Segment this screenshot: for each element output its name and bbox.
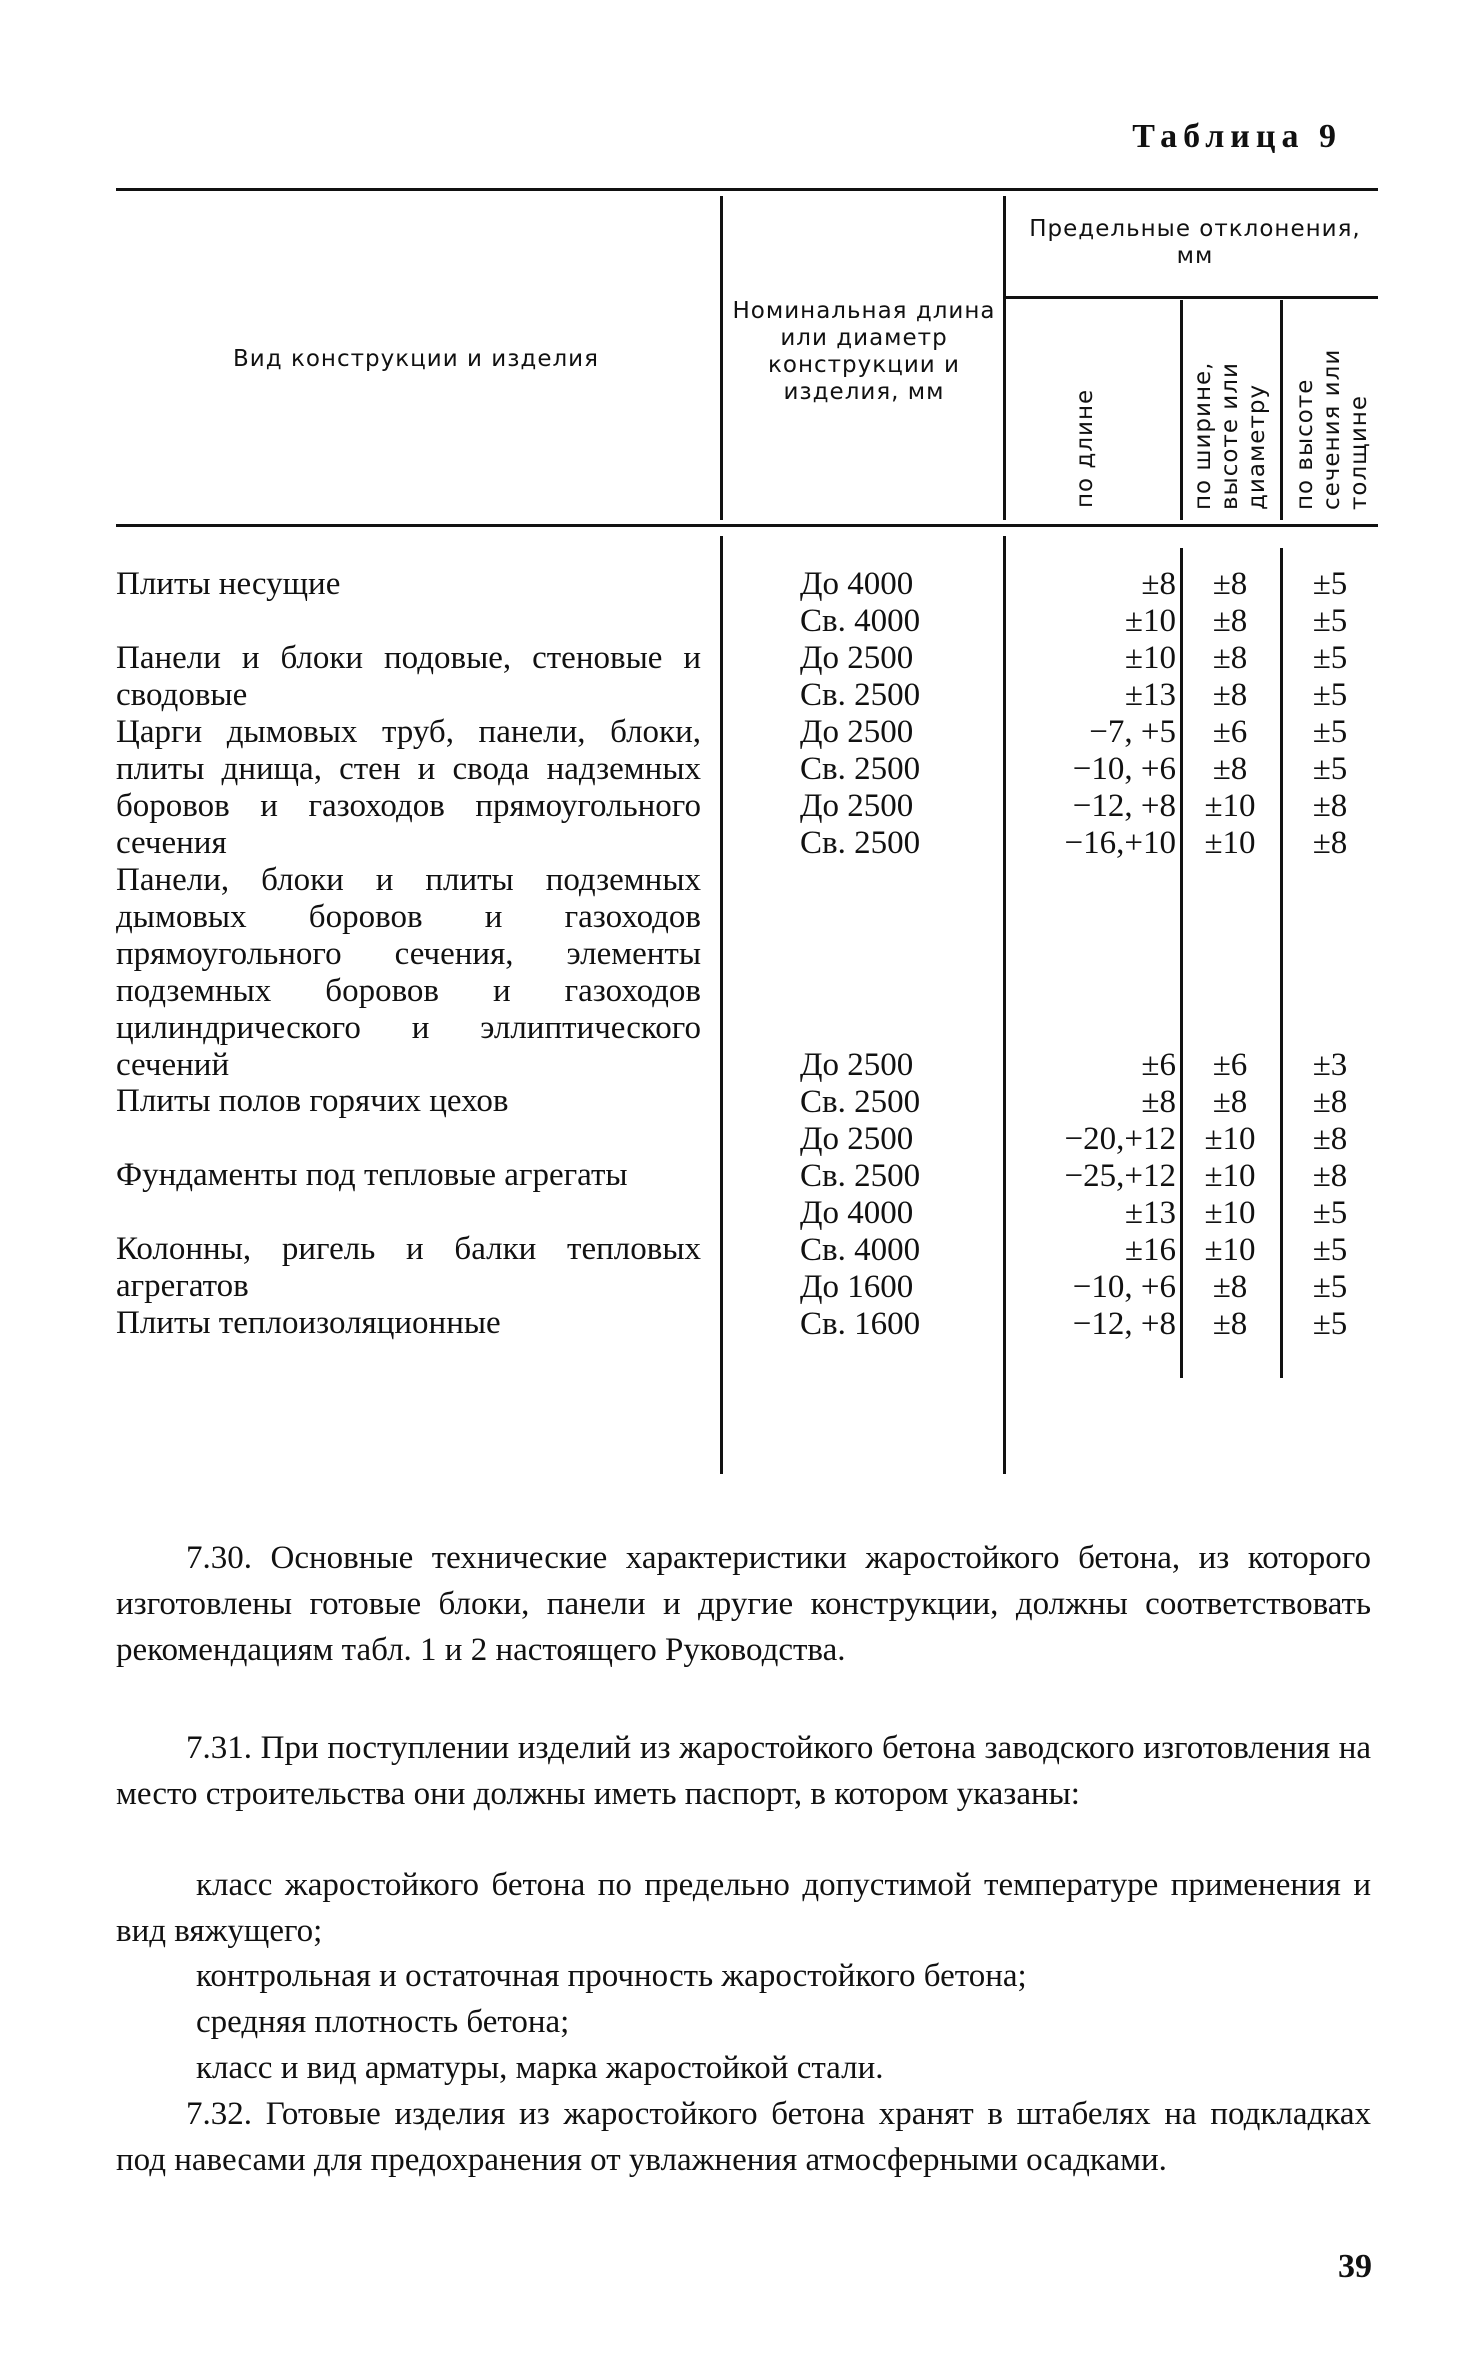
row-name-1: Плиты несущие: [116, 566, 341, 602]
cell-len: ±8: [1141, 1084, 1176, 1120]
row-name-2: Панели и блоки подовые, стеновые и сводовые: [116, 640, 701, 713]
header-nominal: Номинальная длина или диаметр конструкции и изделия, мм: [732, 298, 996, 405]
cell-size: Св. 2500: [800, 751, 921, 787]
header-deviations: Предельные отклонения, мм: [1029, 216, 1361, 269]
col-divider-3: [1180, 300, 1183, 520]
header-by-section-text: по высоте сечения или толщине: [1292, 348, 1372, 510]
col-divider-1-body: [720, 536, 723, 1474]
header-kind: Вид конструкции и изделия: [233, 346, 599, 372]
col-divider-2-body: [1003, 536, 1006, 1474]
cell-size: До 2500: [800, 714, 914, 750]
row-name-6: Фундаменты под тепловые агрегаты: [116, 1157, 628, 1193]
header-by-width-text: по ширине, высоте или диаметру: [1190, 361, 1270, 510]
header-by-length: по длине: [1072, 388, 1098, 508]
cell-wid: ±8: [1212, 677, 1248, 713]
cell-wid: ±10: [1204, 1158, 1256, 1194]
cell-len: −25,+12: [1064, 1158, 1176, 1194]
cell-sec: ±5: [1312, 677, 1348, 713]
cell-sec: ±5: [1312, 1232, 1348, 1268]
cell-size: До 1600: [800, 1269, 914, 1305]
paragraph-7-32: 7.32. Готовые изделия из жаростойкого бетона хранят в штабелях на подкладках под навесами для предохранения от увлажнения атмосферными осадками.: [116, 2096, 1371, 2178]
cell-wid: ±10: [1204, 1195, 1256, 1231]
cell-len: −12, +8: [1072, 1306, 1176, 1342]
list-item-density: средняя плотность бетона;: [196, 2004, 570, 2040]
cell-wid: ±8: [1212, 1269, 1248, 1305]
cell-len: ±16: [1124, 1232, 1176, 1268]
cell-size: Св. 2500: [800, 1084, 921, 1120]
cell-sec: ±8: [1312, 825, 1348, 861]
col-divider-4: [1280, 300, 1283, 520]
cell-size: Св. 2500: [800, 1158, 921, 1194]
cell-wid: ±10: [1204, 788, 1256, 824]
cell-sec: ±5: [1312, 603, 1348, 639]
cell-size: До 4000: [800, 566, 914, 602]
table-header-rule: [116, 524, 1378, 527]
cell-wid: ±10: [1204, 1121, 1256, 1157]
cell-wid: ±6: [1212, 714, 1248, 750]
cell-size: Св. 2500: [800, 677, 921, 713]
paragraph-7-31: 7.31. При поступлении изделий из жаростойкого бетона заводского изготовления на место строительства они должны иметь паспорт, в котором указаны:: [116, 1730, 1371, 1812]
table-top-rule: [116, 188, 1378, 191]
cell-wid: ±10: [1204, 1232, 1256, 1268]
cell-len: ±8: [1141, 566, 1176, 602]
cell-sec: ±8: [1312, 1121, 1348, 1157]
cell-len: ±10: [1124, 603, 1176, 639]
cell-size: Св. 4000: [800, 1232, 921, 1268]
cell-sec: ±3: [1312, 1047, 1348, 1083]
cell-wid: ±8: [1212, 751, 1248, 787]
cell-sec: ±8: [1312, 1084, 1348, 1120]
row-name-4: Панели, блоки и плиты подземных дымовых боровов и газоходов прямоугольного сечения, элементы подземных боровов и газоходов цилиндрического и эллиптического сечений: [116, 862, 701, 1083]
cell-sec: ±8: [1312, 788, 1348, 824]
cell-len: ±10: [1124, 640, 1176, 676]
cell-size: Св. 2500: [800, 825, 921, 861]
col-divider-2: [1003, 196, 1006, 520]
page-number: 39: [1338, 2248, 1372, 2285]
paragraph-7-30: 7.30. Основные технические характеристики жаростойкого бетона, из которого изготовлены готовые блоки, панели и другие конструкции, должны соответствовать рекомендациям табл. 1 и 2 настоящего Руководства.: [116, 1540, 1371, 1668]
cell-len: ±13: [1124, 677, 1176, 713]
cell-len: −16,+10: [1064, 825, 1176, 861]
col-divider-4-body: [1280, 548, 1283, 1378]
cell-len: ±6: [1141, 1047, 1176, 1083]
cell-len: −10, +6: [1072, 751, 1176, 787]
cell-size: До 2500: [800, 1121, 914, 1157]
cell-sec: ±5: [1312, 640, 1348, 676]
cell-size: Св. 4000: [800, 603, 921, 639]
row-name-7: Колонны, ригель и балки тепловых агрегатов: [116, 1231, 701, 1304]
deviations-header-rule: [1005, 296, 1378, 299]
cell-wid: ±6: [1212, 1047, 1248, 1083]
cell-len: −7, +5: [1089, 714, 1176, 750]
cell-sec: ±5: [1312, 566, 1348, 602]
cell-wid: ±8: [1212, 1306, 1248, 1342]
cell-sec: ±5: [1312, 1195, 1348, 1231]
cell-sec: ±5: [1312, 1306, 1348, 1342]
row-name-5: Плиты полов горячих цехов: [116, 1083, 509, 1119]
cell-len: −10, +6: [1072, 1269, 1176, 1305]
list-item-reinforcement: класс и вид арматуры, марка жаростойкой стали.: [196, 2050, 884, 2086]
cell-wid: ±8: [1212, 1084, 1248, 1120]
cell-wid: ±8: [1212, 603, 1248, 639]
list-item-class: класс жаростойкого бетона по предельно допустимой температуре применения и вид вяжущего;: [116, 1867, 1371, 1949]
col-divider-1: [720, 196, 723, 520]
cell-size: До 2500: [800, 788, 914, 824]
cell-len: ±13: [1124, 1195, 1176, 1231]
cell-len: −12, +8: [1072, 788, 1176, 824]
header-by-width: [1190, 300, 1271, 510]
cell-sec: ±5: [1312, 751, 1348, 787]
cell-sec: ±8: [1312, 1158, 1348, 1194]
cell-len: −20,+12: [1064, 1121, 1176, 1157]
cell-wid: ±8: [1212, 566, 1248, 602]
table-title: Таблица 9: [1132, 118, 1342, 155]
list-item-strength: контрольная и остаточная прочность жаростойкого бетона;: [196, 1958, 1027, 1994]
row-name-8: Плиты теплоизоляционные: [116, 1305, 501, 1341]
cell-size: До 2500: [800, 1047, 914, 1083]
cell-wid: ±8: [1212, 640, 1248, 676]
cell-sec: ±5: [1312, 714, 1348, 750]
row-name-3: Царги дымовых труб, панели, блоки, плиты днища, стен и свода надземных боровов и газоходов прямоугольного сечения: [116, 714, 701, 861]
cell-sec: ±5: [1312, 1269, 1348, 1305]
col-divider-3-body: [1180, 548, 1183, 1378]
header-by-section: [1292, 300, 1373, 510]
cell-size: До 2500: [800, 640, 914, 676]
cell-size: До 4000: [800, 1195, 914, 1231]
cell-size: Св. 1600: [800, 1306, 921, 1342]
cell-wid: ±10: [1204, 825, 1256, 861]
